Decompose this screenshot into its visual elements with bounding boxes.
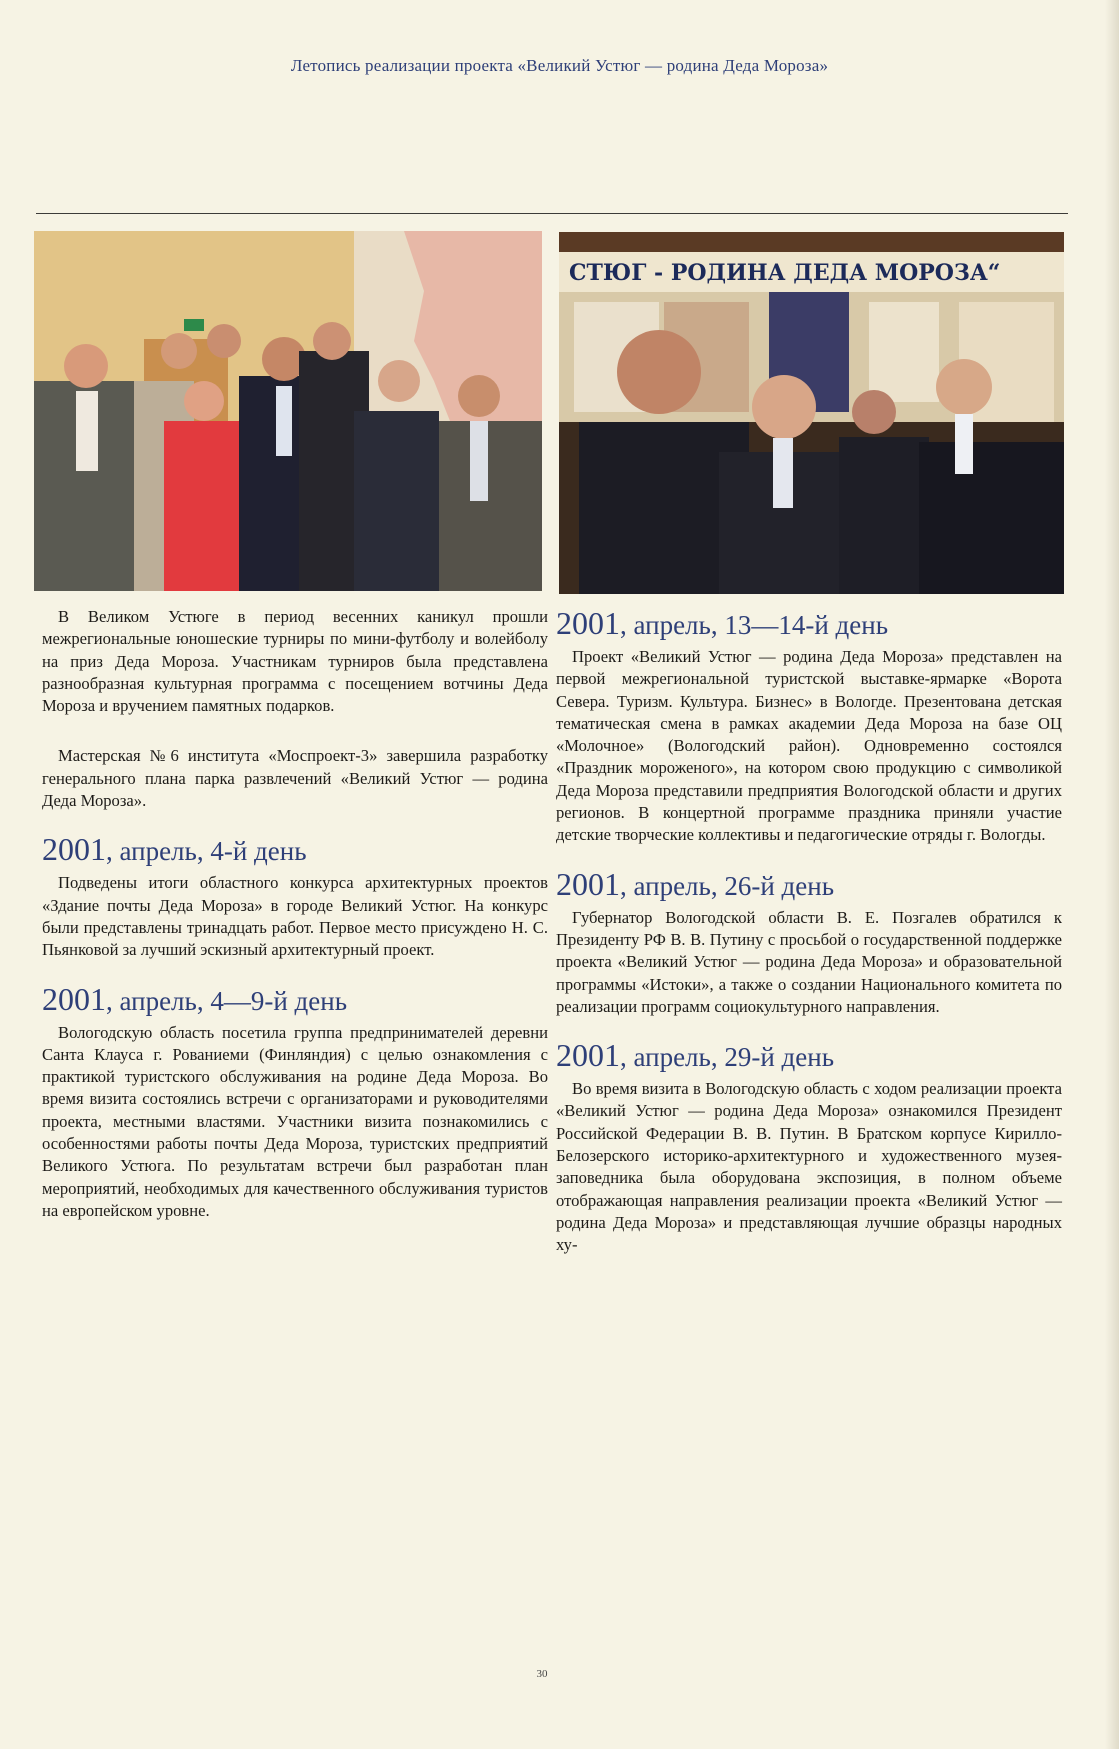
entry-text: Вологодскую область посетила группа предпринимателей деревни Санта Клауса г. Рованиеми (Финляндия) с целью ознакомления с практикой туристского обслуживания на родине Деда Мороза. Во время визита состоялись встречи с организаторами и руководителями проекта, местными властями. Участники визита познакомились с особенностями работы почты Деда Мороза, туристских предприятий Великого Устюга. По результатам встречи был разработан план мероприятий, необходимых для качественного обслуживания туристов на европейском уровне. [42,1022,548,1220]
entry-heading [556,867,1062,903]
entry-heading [556,1038,1062,1074]
group-photo [34,231,542,591]
entry-text: Губернатор Вологодской области В. Е. Позгалев обратился к Президенту РФ В. В. Путину с просьбой о государственной поддержке проекта «Великий Устюг — родина Деда Мороза» и образовательной программы «Истоки», а также о создании Национального комитета по реализации программ социокультурного направления. [556,907,1062,1016]
entry-year: 2001 [556,1037,620,1074]
right-column [556,606,1062,1257]
page-edge-shadow [1105,0,1119,1749]
entry-date: , апрель, 4-й день [106,836,307,867]
entry-heading [556,606,1062,642]
banner-text: СТЮГ - РОДИНА ДЕДА МОРОЗА“ [569,260,1001,286]
entry-year: 2001 [42,980,106,1017]
page-number: 30 [536,1668,548,1680]
entry-heading [42,982,548,1018]
entry-year: 2001 [556,605,620,641]
entry-text: Проект «Великий Устюг — родина Деда Мороза» представлен на первой межрегиональной туристской выставке-ярмарке «Ворота Севера. Туризм. Культура. Бизнес» в Вологде. Презентована детская тематическая смена в рамках академии Деда Мороза на базе ОЦ «Молочное» (Вологодский район). Одновременно состоялся «Праздник мороженого», на котором свою продукцию с символикой Деда Мороза представили предприятия Вологодской области и других регионов. В концертной программе праздника приняли участие детские творческие коллективы и педагогические отряды г. Вологды. [556,647,1062,845]
entry-date: , апрель, 4—9-й день [106,985,348,1016]
entry-year: 2001 [556,865,620,902]
entry-date: , апрель, 29-й день [620,1042,835,1073]
running-title: Летопись реализации проекта «Великий Устюг — родина Деда Мороза» [290,56,829,75]
intro-paragraph: Мастерская №6 института «Моспроект-3» завершила разработку генерального плана парка развлечений «Великий Устюг — родина Деда Мороза». [42,746,548,811]
entry-date: , апрель, 13—14-й день [620,610,889,640]
entry-heading [42,832,548,868]
entry-year: 2001 [42,831,106,868]
header-divider [36,213,1068,214]
entry-date: , апрель, 26-й день [620,870,835,901]
entry-text: Во время визита в Вологодскую область с ходом реализации проекта «Великий Устюг — родина Деда Мороза» ознакомился Президент Российской Федерации В. В. Путин. В Братском корпусе Кирилло-Белозерского историко-архитектурного и художественного музея-заповедника была оборудована экспозиция, в полном объеме отображающая направления реализации проекта «Великий Устюг — родина Деда Мороза» и представляющая лучшие образцы народных ху- [556,1079,1062,1255]
intro-paragraph: В Великом Устюге в период весенних каникул прошли межрегиональные юношеские турниры по мини-футболу и волейболу на приз Деда Мороза. Участникам турниров была представлена разнообразная культурная программа с посещением вотчины Деда Мороза и вручением памятных подарков. [42,607,548,716]
left-column [42,606,548,1222]
exhibition-photo [559,232,1064,594]
entry-text: Подведены итоги областного конкурса архитектурных проектов «Здание почты Деда Мороза» в городе Великий Устюг. На конкурс были представлены тринадцать работ. Первое место присуждено Н. С. Пьянковой за лучший эскизный архитектурный проект. [42,873,548,960]
